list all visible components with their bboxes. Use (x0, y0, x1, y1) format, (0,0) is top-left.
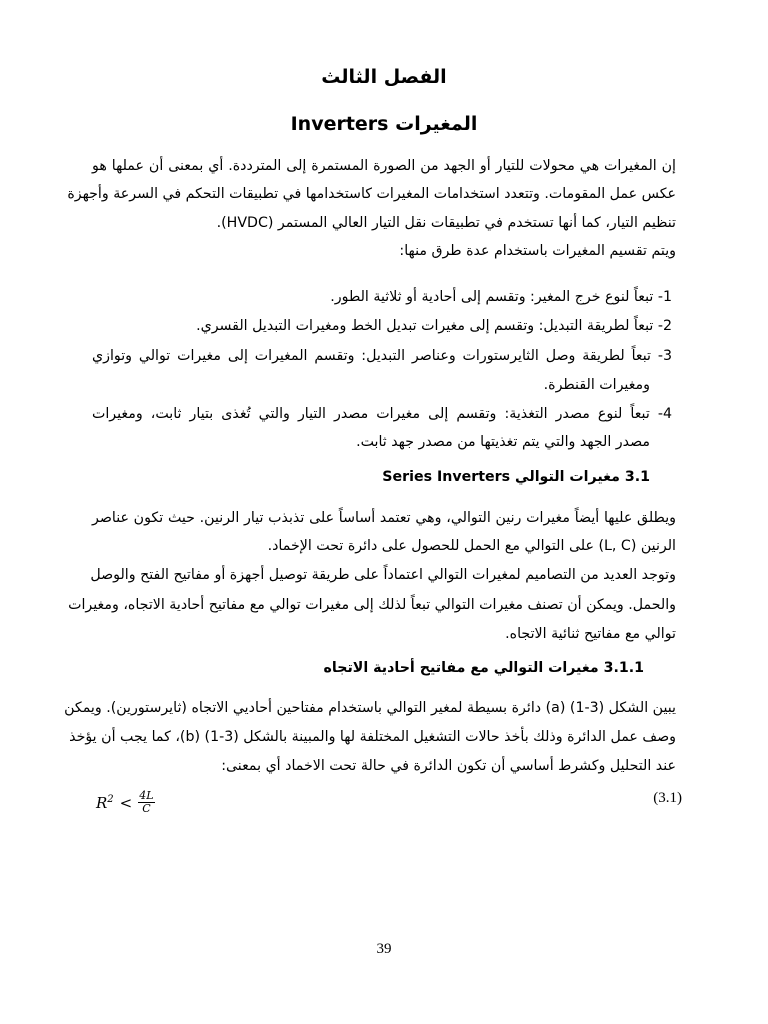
list-item-continuation: مصدر الجهد والتي يتم تغذيتها من مصدر جهد ثابت. (356, 434, 650, 450)
equation-exponent: 2 (107, 793, 114, 805)
chapter-title: الفصل الثالث (321, 66, 447, 88)
equation-operator: < (119, 793, 133, 812)
section-3-1-p2-line-1: وتوجد العديد من التصاميم لمغيرات التوالي اعتماداً على طريقة توصيل أجهزة أو مفاتيح الفتح والوصل (90, 567, 676, 583)
section-3-1-1-line-3: عند التحليل وكشرط أساسي أن تكون الدائرة في حالة تحت الاخماد أي بمعنى: (221, 758, 676, 774)
equation-denominator: C (142, 802, 151, 815)
list-item: 4- تبعاً لنوع مصدر التغذية: وتقسم إلى مغيرات مصدر التيار والتي تُغذى بتيار ثابت، ومغيرات (92, 406, 672, 422)
equation-numerator: 4L (139, 789, 154, 802)
section-3-1-1-line-2: وصف عمل الدائرة وذلك بأخذ حالات التشغيل المختلفة لها والمبينة بالشكل (3-1) (b)، كما يجب أن يؤخذ (69, 729, 676, 745)
equation-formula (96, 790, 155, 815)
list-item: 1- تبعاً لنوع خرج المغير: وتقسم إلى أحادية أو ثلاثية الطور. (330, 289, 672, 305)
list-item-continuation: ومغيرات القنطرة. (543, 377, 650, 393)
page-number: 39 (376, 941, 392, 957)
list-item: 3- تبعاً لطريقة وصل الثايرستورات وعناصر التبديل: وتقسم المغيرات إلى مغيرات توالي وتوازي (92, 348, 672, 364)
section-3-1-p2-line-2: والحمل. ويمكن أن تصنف مغيرات التوالي تبعاً لذلك إلى مغيرات توالي مع مفاتيح أحادية الاتجاه، ومغيرات (68, 597, 676, 613)
list-item: 2- تبعاً لطريقة التبديل: وتقسم إلى مغيرات تبديل الخط ومغيرات التبديل القسري. (196, 318, 672, 334)
equation-number: (3.1) (653, 790, 682, 806)
intro-line-3: تنظيم التيار، كما أنها تستخدم في تطبيقات نقل التيار العالي المستمر (HVDC). (216, 215, 676, 231)
intro-line-1: إن المغيرات هي محولات للتيار أو الجهد من الصورة المستمرة إلى المترددة. أي بمعنى أن عملها هو (92, 158, 676, 174)
equation-fraction (138, 790, 154, 815)
section-title: المغيرات Inverters (290, 113, 478, 135)
section-3-1-1-heading: 3.1.1 مغيرات التوالي مع مفاتيح أحادية الاتجاه (323, 660, 644, 676)
section-3-1-heading: 3.1 مغيرات التوالي Series Inverters (382, 469, 650, 485)
intro-line-4: ويتم تقسيم المغيرات باستخدام عدة طرق منها: (399, 243, 676, 259)
section-3-1-p1-line-1: ويطلق عليها أيضاً مغيرات رنين التوالي، وهي تعتمد أساساً على تذبذب تيار الرنين. حيث تكون عناصر (92, 510, 676, 526)
section-3-1-1-line-1: يبين الشكل (3-1) (a) دائرة بسيطة لمغير التوالي باستخدام مفتاحين أحاديي الاتجاه (ثايرستورين). ويمكن (64, 700, 676, 716)
section-3-1-p1-line-2: الرنين (L, C) على التوالي مع الحمل للحصول على دائرة تحت الإخماد. (267, 538, 676, 554)
equation-lhs: $R^2$ (96, 793, 114, 812)
section-3-1-p2-line-3: توالي مع مفاتيح ثنائية الاتجاه. (505, 626, 676, 642)
intro-line-2: عكس عمل المقومات. وتتعدد استخدامات المغيرات كاستخدامها في تطبيقات التحكم في السرعة وأجهزة (67, 186, 676, 202)
